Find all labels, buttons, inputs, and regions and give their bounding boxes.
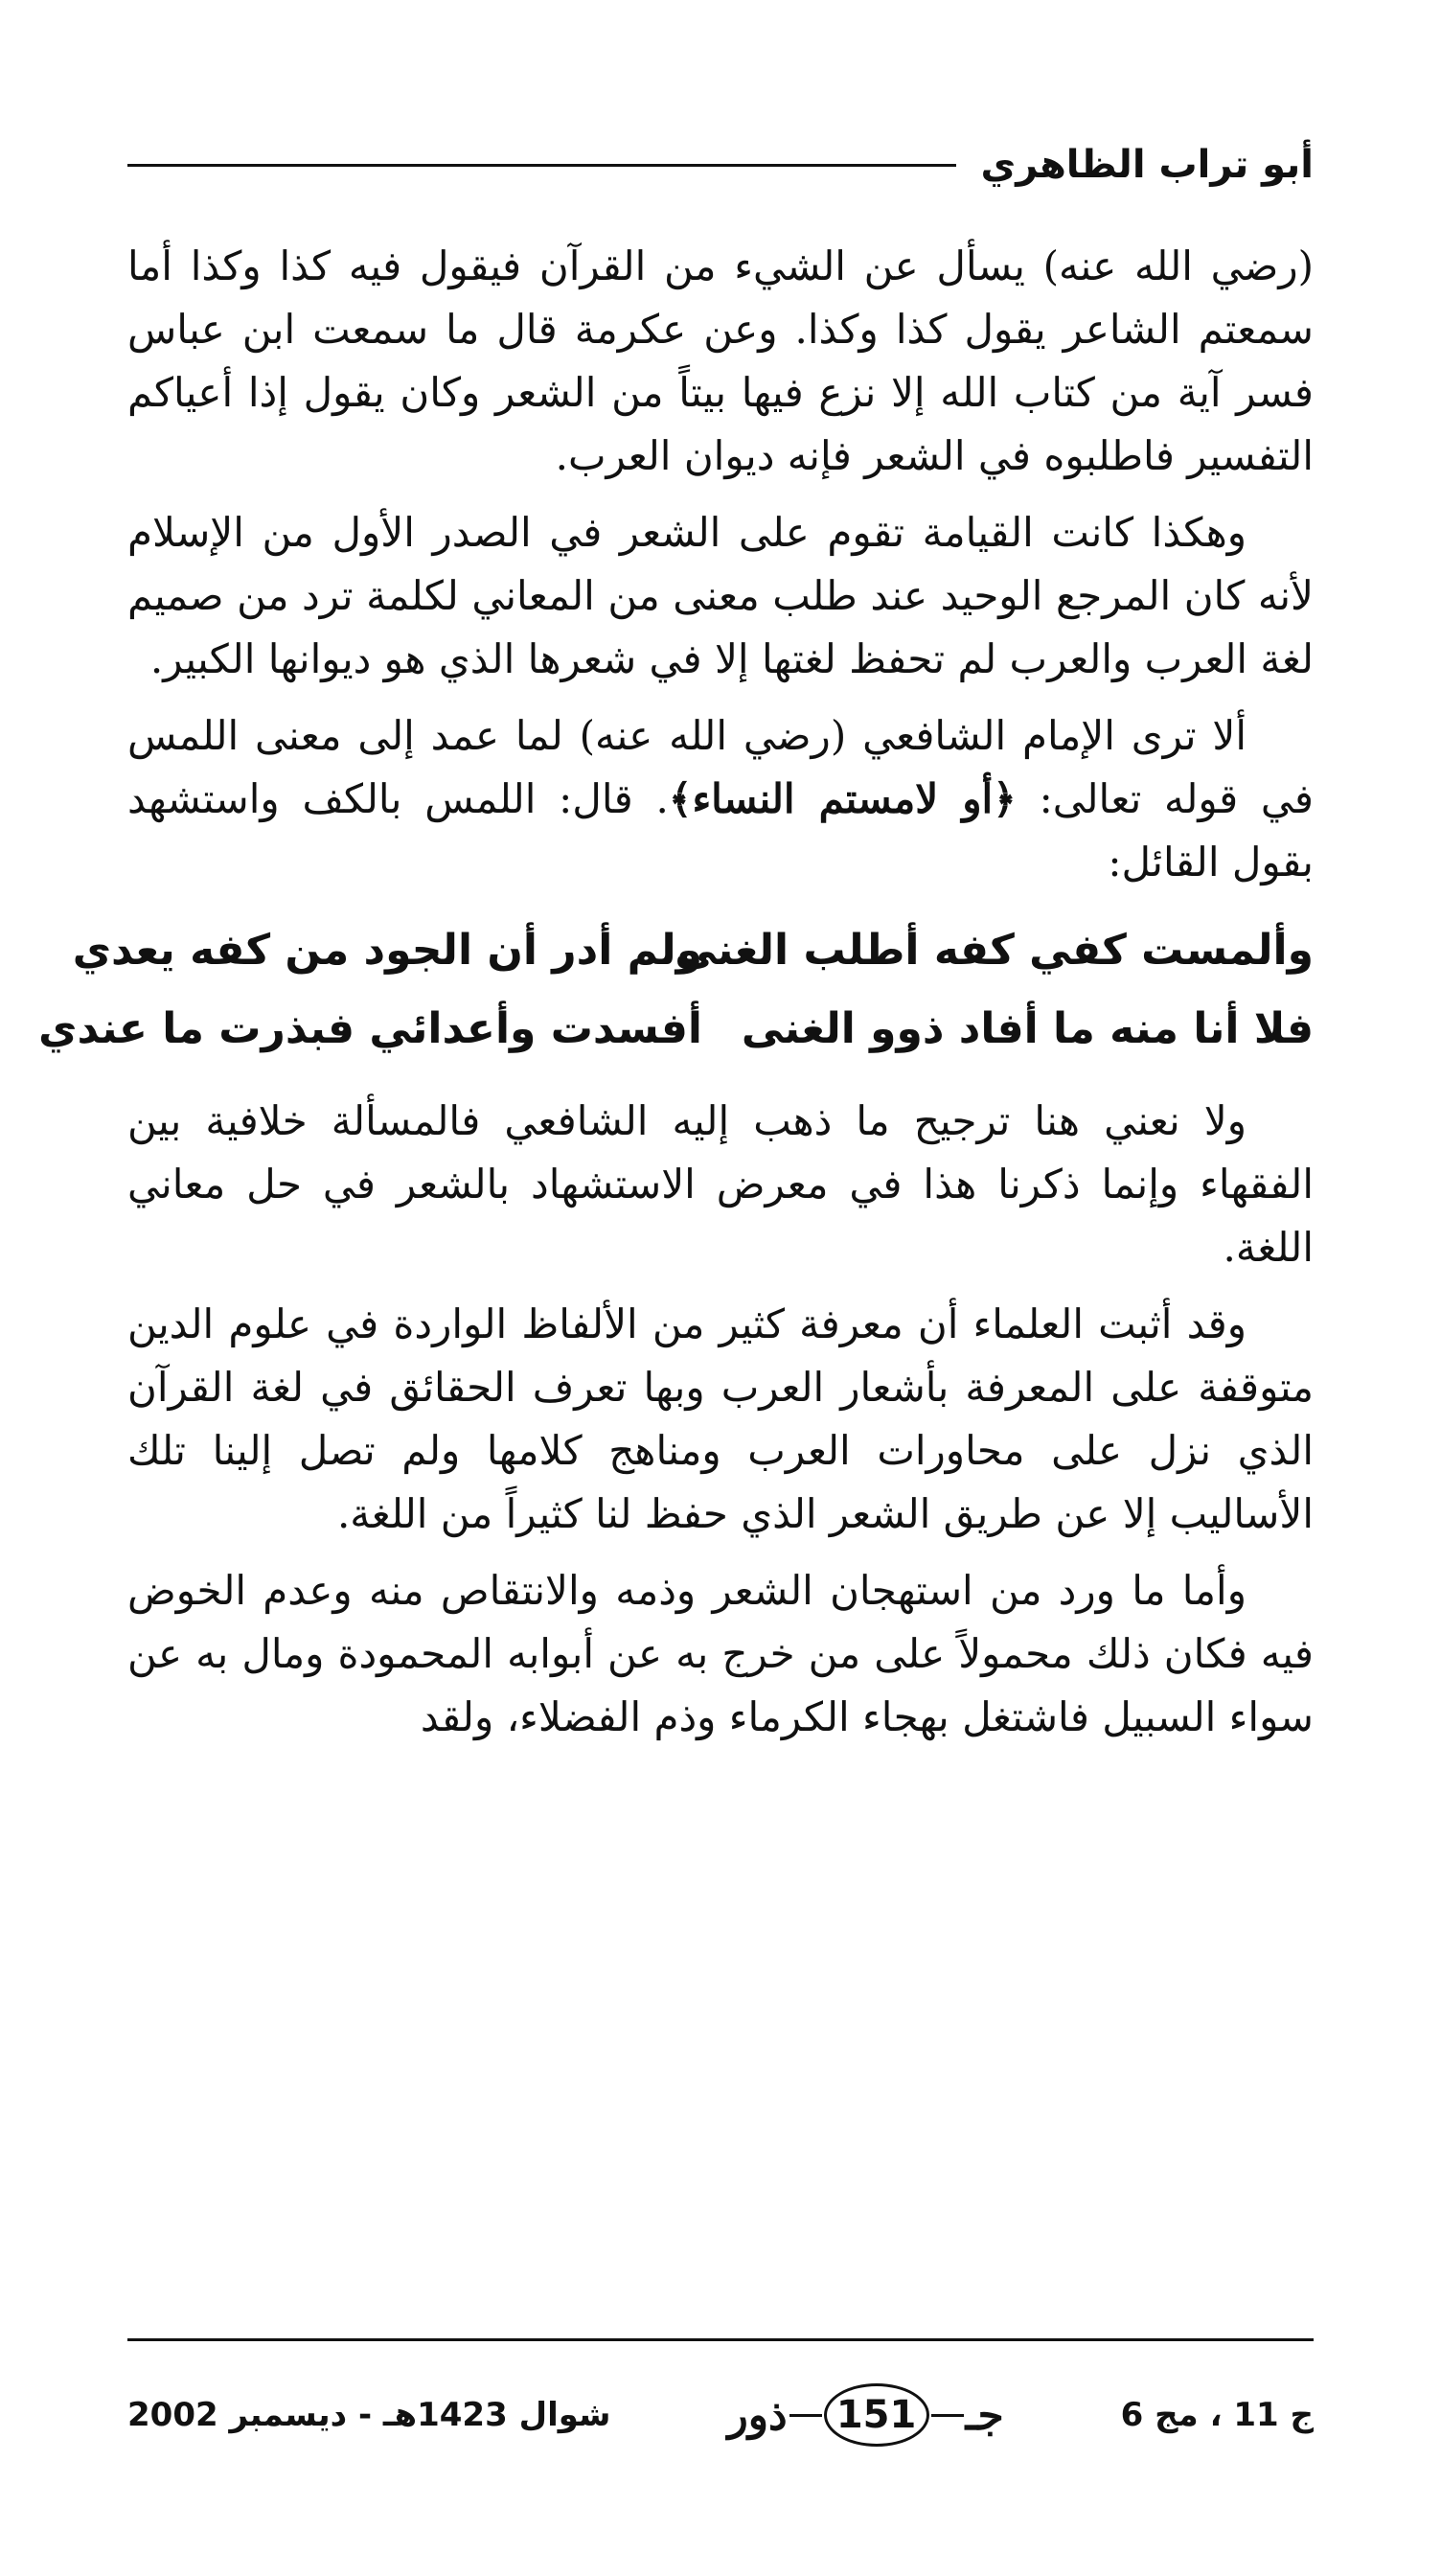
masthead-line — [789, 2414, 822, 2417]
paragraph-2: وهكذا كانت القيامة تقوم على الشعر في الصدر الأول من الإسلام لأنه كان المرجع الوحيد عند طلب معنى من المعاني لكلمة ترد من صميم لغة العرب والعرب لم تحفظ لغتها إلا في شعرها الذي هو ديوانها الكبير. — [127, 509, 1314, 682]
running-title: أبو تراب الظاهري — [980, 143, 1314, 187]
paragraph-3 — [127, 704, 1314, 894]
article-body — [38, 235, 1315, 1762]
paragraph-5: وقد أثبت العلماء أن معرفة كثير من الألفاظ الواردة في علوم الدين متوقفة على المعرفة بأشعار العرب وبها تعرف الحقائق في لغة القرآن الذي نزل على محاورات العرب ومناهج كلامها ولم تصل إلينا تلك الأساليب إلا عن طريق الشعر الذي حفظ لنا كثيراً من اللغة. — [127, 1300, 1315, 1537]
quran-quote: ﴿أو لامستم النساء﴾ — [668, 775, 1017, 822]
paragraph-3-tail: . قال: اللمس بالكف واستشهد بقول القائل: — [127, 775, 1314, 886]
verse-row — [38, 990, 1314, 1069]
verse-second-hemistich: ولم أدر أن الجود من كفه يعدي — [72, 926, 702, 975]
masthead-left: جـ — [965, 2390, 1004, 2440]
header-rule — [127, 164, 956, 167]
verse-second-hemistich: أفسدت وأعدائي فبذرت ما عندي — [38, 1004, 702, 1053]
paragraph-1: (رضي الله عنه) يسأل عن الشيء من القرآن فيقول فيه كذا وكذا أما سمعتم الشاعر يقول كذا وكذا. وعن عكرمة قال ما سمعت ابن عباس فسر آية من كتاب الله إلا نزع فيها بيتاً من الشعر وكان يقول إذا أعياكم التفسير فاطلبوه في الشعر فإنه ديوان العرب. — [127, 242, 1314, 479]
verse-row — [72, 911, 1314, 990]
masthead-line — [931, 2414, 964, 2417]
paragraph-3-lead: ألا ترى الإمام الشافعي (رضي الله عنه) لما عمد إلى معنى اللمس في قوله تعالى: — [127, 712, 1314, 822]
masthead-right: ذور — [727, 2390, 788, 2440]
poem-verses — [38, 911, 1314, 1069]
issue-date: شوال 1423هـ - ديسمبر 2002 — [127, 2396, 611, 2434]
journal-masthead — [727, 2383, 1003, 2447]
verse-first-hemistich: وألمست كفي كفه أطلب الغنى — [675, 926, 1314, 975]
page-header — [127, 126, 1314, 203]
paragraph-4: ولا نعني هنا ترجيح ما ذهب إليه الشافعي فالمسألة خلافية بين الفقهاء وإنما ذكرنا هذا في معرض الاستشهاد بالشعر في حل معاني اللغة. — [127, 1097, 1314, 1271]
page-number: 151 — [824, 2383, 929, 2447]
verse-first-hemistich: فلا أنا منه ما أفاد ذوو الغنى — [741, 1004, 1314, 1053]
page-footer — [127, 2338, 1314, 2466]
paragraph-6: وأما ما ورد من استهجان الشعر وذمه والانتقاص منه وعدم الخوض فيه فكان ذلك محمولاً على من خرج به عن أبوابه المحمودة ومال به عن سواء السبيل فاشتغل بهجاء الكرماء وذم الفضلاء، ولقد — [127, 1567, 1314, 1740]
footer-row — [127, 2381, 1314, 2449]
volume-label: ج 11 ، مج 6 — [1120, 2396, 1314, 2434]
